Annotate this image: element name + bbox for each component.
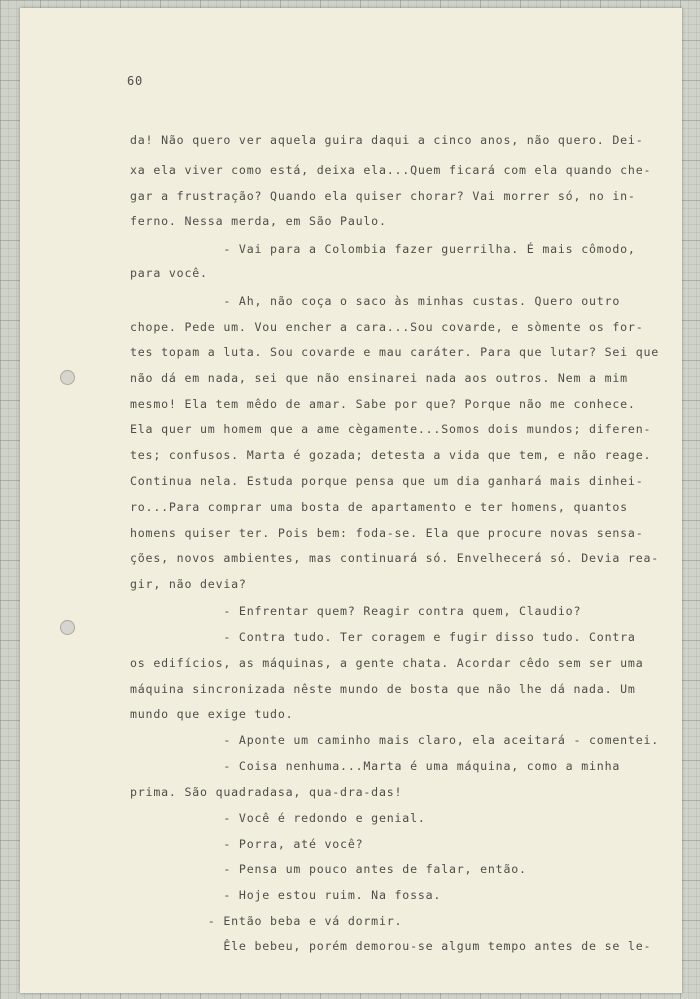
text-line: Ela quer um homem que a ame cègamente...Somos dois mundos; diferen- [130,422,652,436]
text-line: ferno. Nessa merda, em São Paulo. [130,214,387,228]
text-line: - Contra tudo. Ter coragem e fugir disso tudo. Contra [130,630,636,644]
text-line: - Hoje estou ruim. Na fossa. [130,888,442,902]
text-line: - Coisa nenhuma...Marta é uma máquina, como a minha [130,759,621,773]
text-line: tes; confusos. Marta é gozada; detesta a vida que tem, e não reage. [130,448,652,462]
text-line: gir, não devia? [130,577,247,591]
page-number: 60 [127,74,144,88]
text-line: chope. Pede um. Vou encher a cara...Sou covarde, e sòmente os for- [130,320,644,334]
text-line: - Então beba e vá dormir. [130,914,403,928]
text-line: ções, novos ambientes, mas continuará só. Envelhecerá só. Devia rea- [130,551,660,565]
text-line: máquina sincronizada nêste mundo de bosta que não lhe dá nada. Um [130,682,636,696]
text-line: mundo que exige tudo. [130,707,294,721]
text-line: prima. São quadradasa, qua-dra-das! [130,785,403,799]
text-line: - Vai para a Colombia fazer guerrilha. É mais cômodo, [130,242,636,256]
text-line: mesmo! Ela tem mêdo de amar. Sabe por que? Porque não me conhece. [130,397,636,411]
text-line: os edifícios, as máquinas, a gente chata. Acordar cêdo sem ser uma [130,656,644,670]
text-line: gar a frustração? Quando ela quiser chorar? Vai morrer só, no in- [130,189,636,203]
text-line: para você. [130,266,208,280]
text-line: Êle bebeu, porém demorou-se algum tempo antes de se le- [130,939,652,953]
text-line: xa ela viver como está, deixa ela...Quem ficará com ela quando che- [130,163,652,177]
text-line: - Enfrentar quem? Reagir contra quem, Claudio? [130,604,582,618]
typewritten-page [20,8,682,993]
text-line: - Você é redondo e genial. [130,811,426,825]
text-line: da! Não quero ver aquela guira daqui a cinco anos, não quero. Dei- [130,133,644,147]
text-line: não dá em nada, sei que não ensinarei nada aos outros. Nem a mim [130,371,628,385]
punch-hole [60,370,75,385]
text-line: - Porra, até você? [130,837,364,851]
text-line: - Aponte um caminho mais claro, ela aceitará - comentei. [130,733,660,747]
text-line: - Ah, não coça o saco às minhas custas. Quero outro [130,294,621,308]
text-line: - Pensa um pouco antes de falar, então. [130,862,527,876]
text-line: tes topam a luta. Sou covarde e mau caráter. Para que lutar? Sei que [130,345,660,359]
text-line: ro...Para comprar uma bosta de apartamento e ter homens, quantos [130,500,628,514]
text-line: homens quiser ter. Pois bem: foda-se. Ela que procure novas sensa- [130,526,644,540]
text-line: Continua nela. Estuda porque pensa que um dia ganhará mais dinhei- [130,474,644,488]
punch-hole [60,620,75,635]
